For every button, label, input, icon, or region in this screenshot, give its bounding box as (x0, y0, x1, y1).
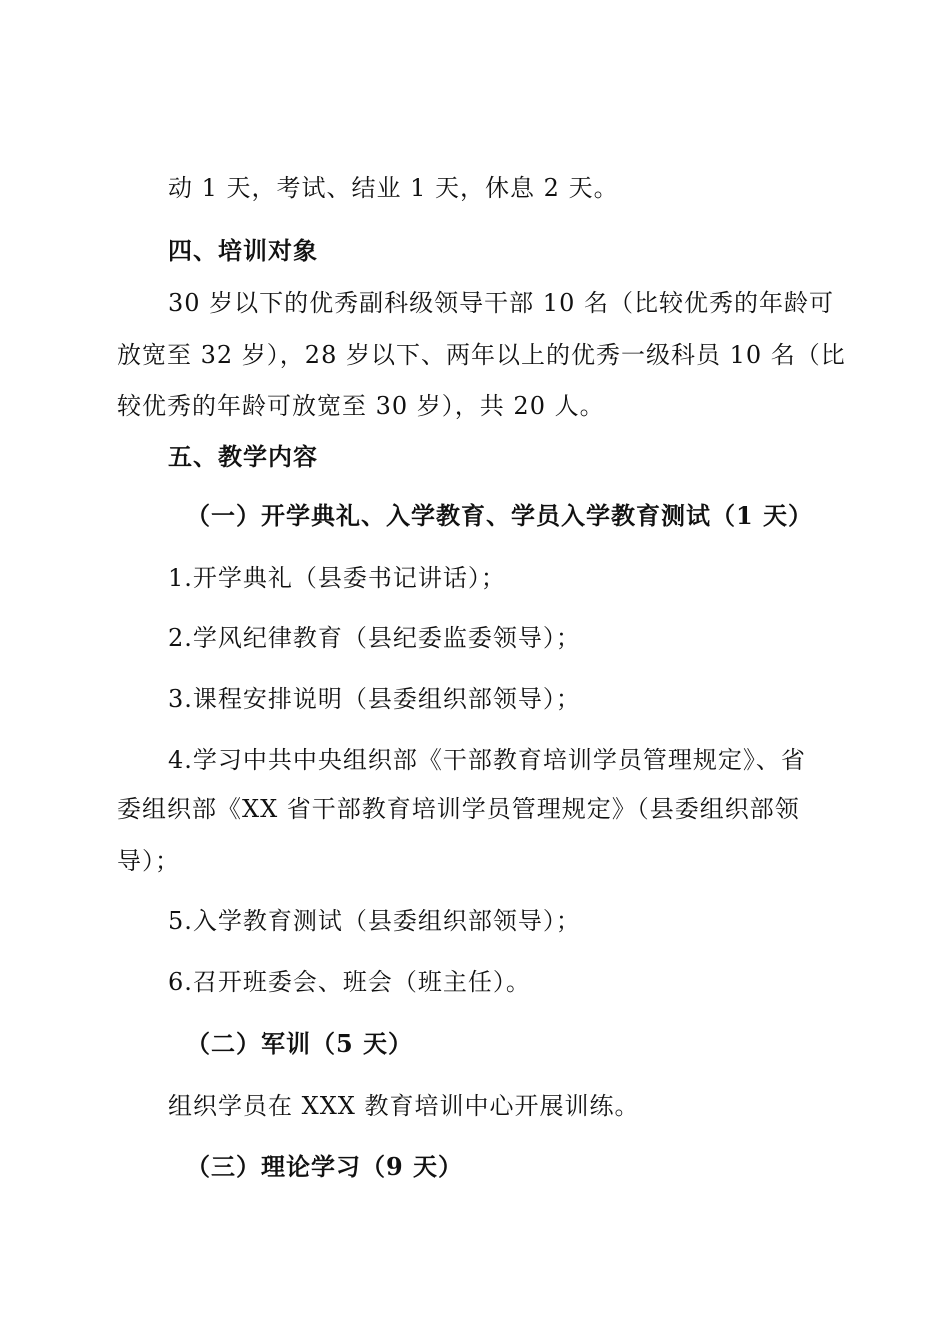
sub-three-heading: （三）理论学习（9 天） (186, 1152, 464, 1181)
continuation-line: 动 1 天，考试、结业 1 天，休息 2 天。 (168, 174, 619, 202)
list-item-4-line-3: 导）； (117, 847, 180, 875)
list-item-5: 5.入学教育测试（县委组织部领导）； (168, 907, 581, 935)
section-four-paragraph-line-3: 较优秀的年龄可放宽至 30 岁），共 20 人。 (117, 392, 605, 420)
list-item-3: 3.课程安排说明（县委组织部领导）； (168, 685, 581, 713)
list-item-1: 1.开学典礼（县委书记讲话）； (168, 564, 506, 592)
section-five-heading: 五、教学内容 (168, 442, 318, 471)
sub-two-heading: （二）军训（5 天） (186, 1029, 414, 1058)
sub-two-text: 组织学员在 XXX 教育培训中心开展训练。 (168, 1092, 640, 1120)
section-four-heading: 四、培训对象 (168, 236, 318, 265)
sub-one-heading: （一）开学典礼、入学教育、学员入学教育测试（1 天） (186, 501, 814, 530)
list-item-4-line-1: 4.学习中共中央组织部《干部教育培训学员管理规定》、省 (168, 746, 806, 774)
list-item-4-line-2: 委组织部《XX 省干部教育培训学员管理规定》（县委组织部领 (117, 795, 800, 823)
list-item-2: 2.学风纪律教育（县纪委监委领导）； (168, 624, 581, 652)
section-four-paragraph-line-2: 放宽至 32 岁），28 岁以下、两年以上的优秀一级科员 10 名（比 (117, 341, 846, 369)
section-four-paragraph-line-1: 30 岁以下的优秀副科级领导干部 10 名（比较优秀的年龄可 (168, 289, 834, 317)
list-item-6: 6.召开班委会、班会（班主任）。 (168, 968, 531, 996)
